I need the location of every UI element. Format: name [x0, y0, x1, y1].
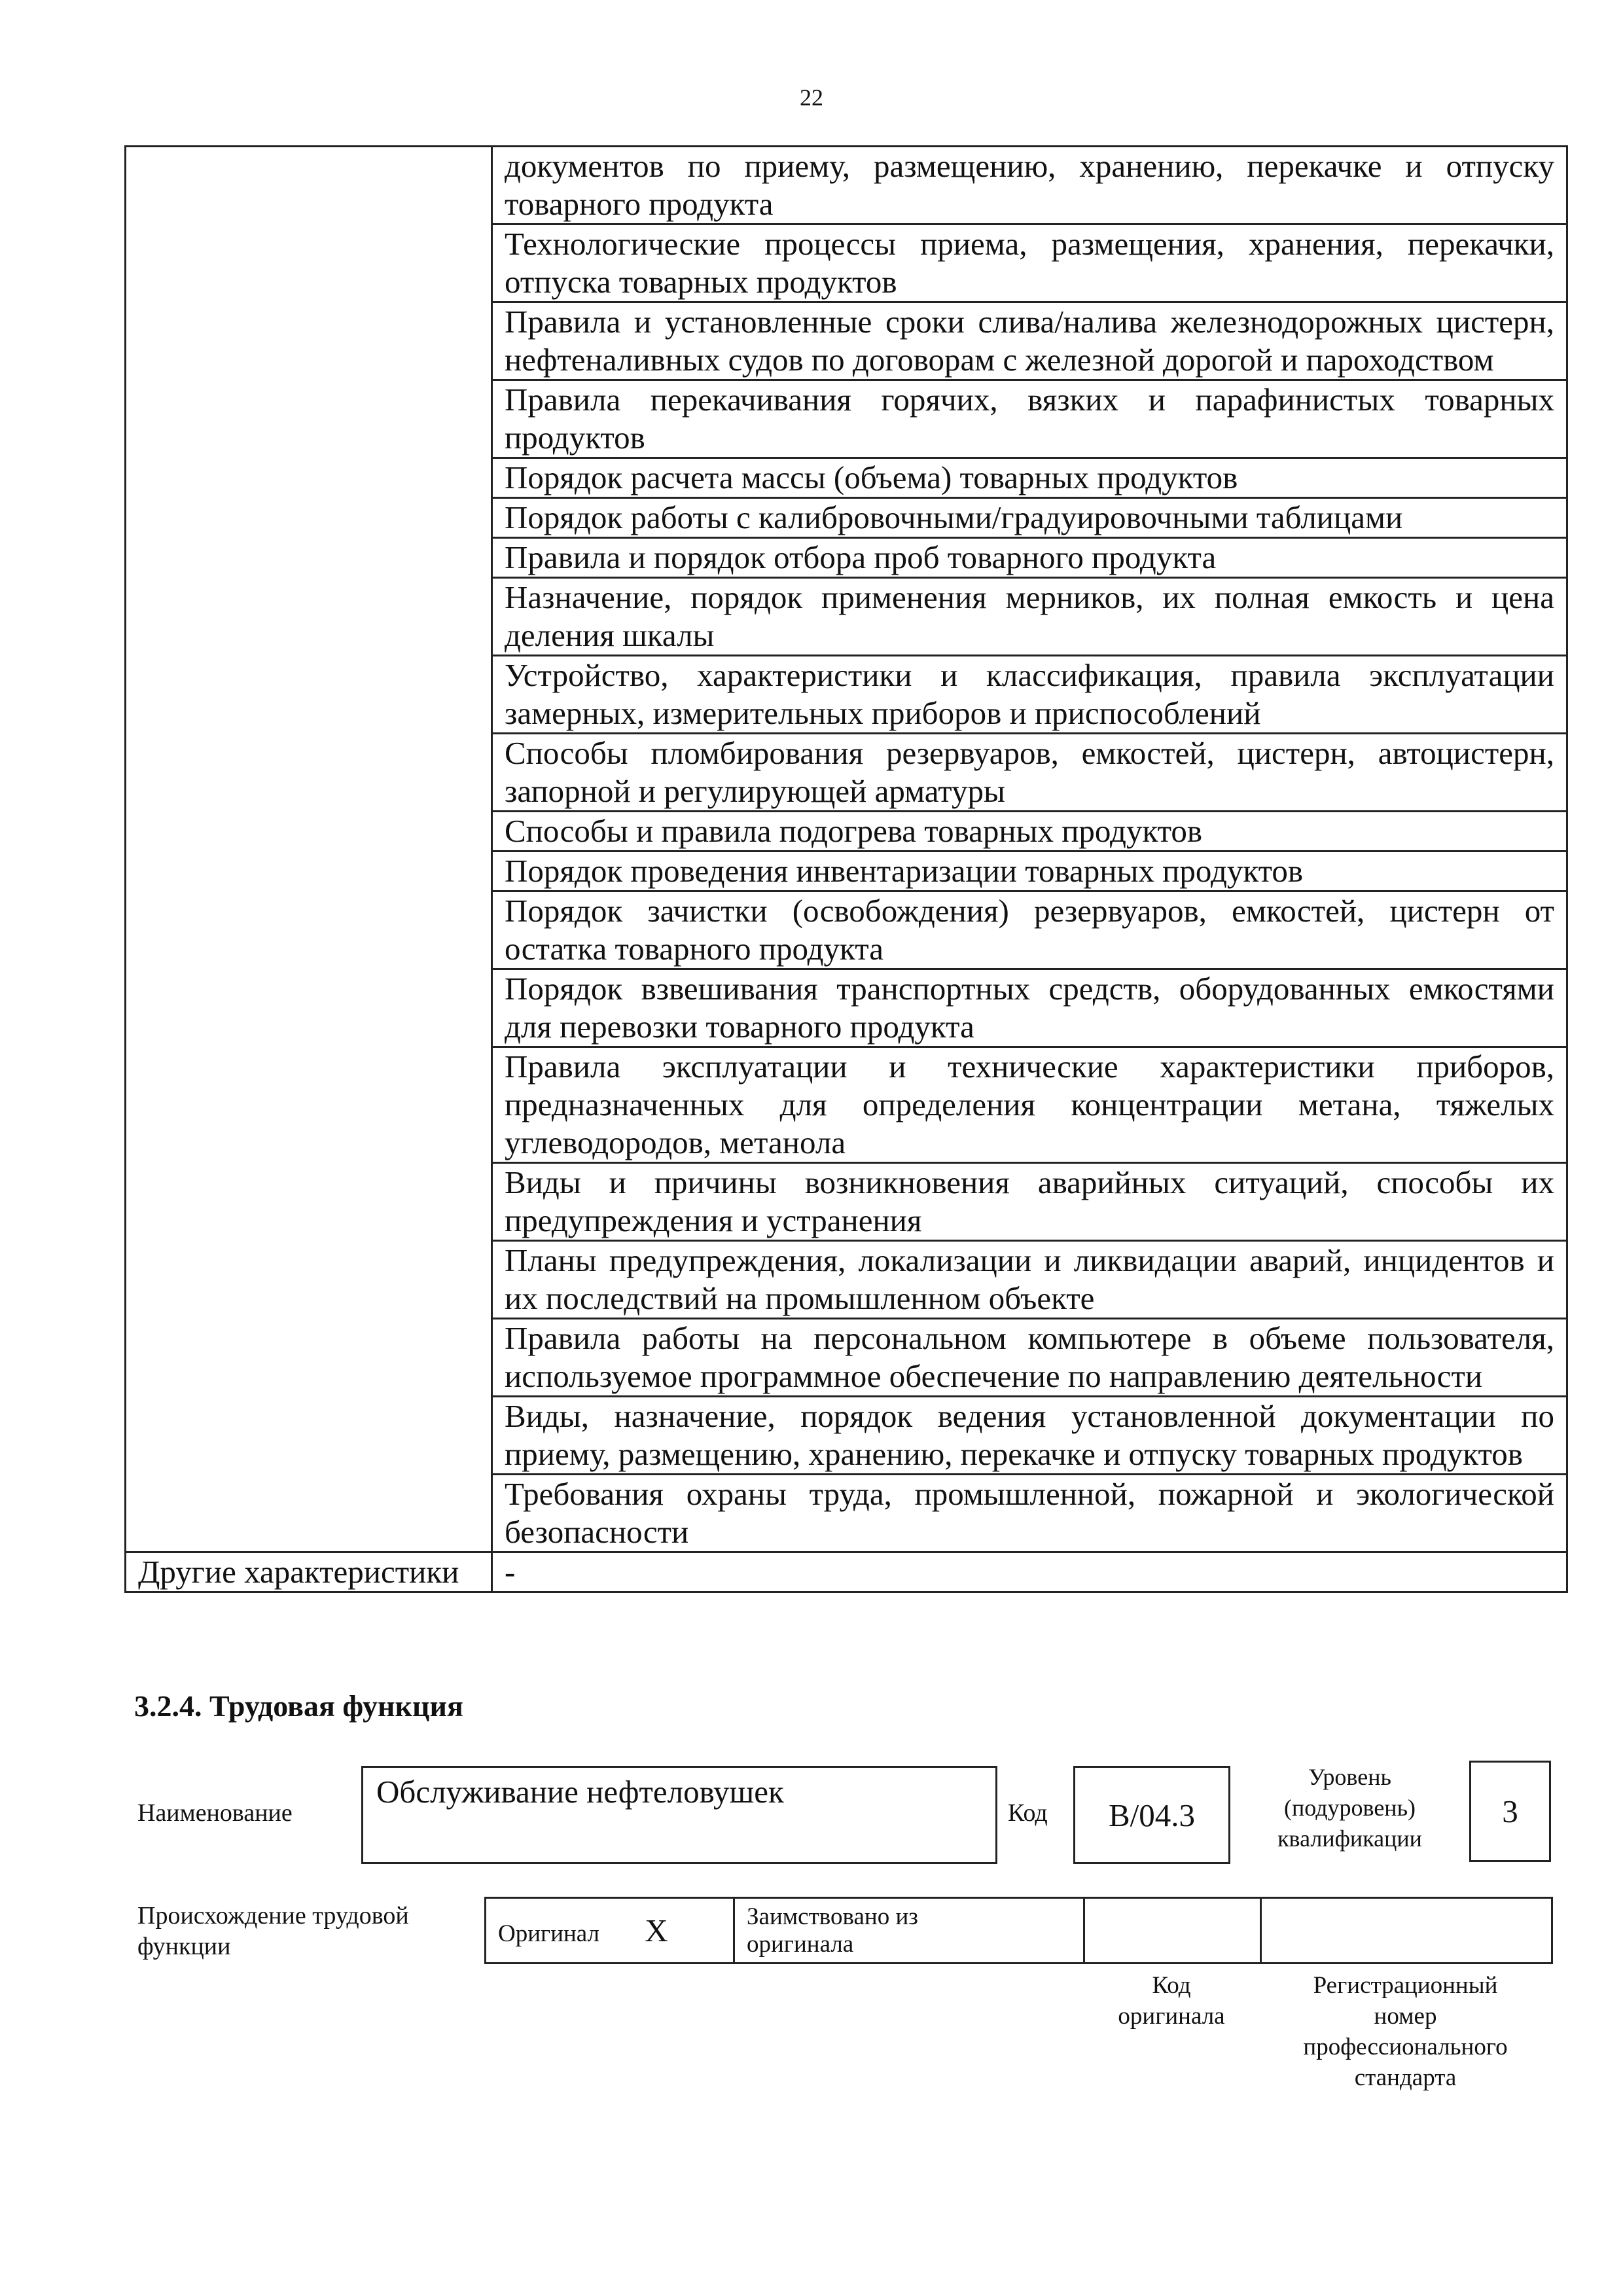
function-code-box: [1073, 1766, 1230, 1864]
borrowed-label-line-1: Заимствовано из: [747, 1903, 918, 1930]
knowledge-item: Способы пломбирования резервуаров, емкостей, цистерн, автоцистерн, запорной и регулирующей арматуры: [492, 734, 1567, 812]
knowledge-item: Правила эксплуатации и технические характеристики приборов, предназначенных для определения концентрации метана, тяжелых углеводородов, метанола: [492, 1047, 1567, 1163]
section-title: 3.2.4. Трудовая функция: [134, 1689, 463, 1723]
original-mark: X: [645, 1912, 668, 1948]
level-label-line-1: Уровень: [1308, 1764, 1391, 1790]
registration-number-caption: [1260, 1970, 1551, 2093]
knowledge-item: Виды, назначение, порядок ведения установленной документации по приему, размещению, хранению, перекачке и отпуску товарных продуктов: [492, 1397, 1567, 1475]
origin-table: [484, 1897, 1553, 1964]
original-code-caption: [1083, 1970, 1260, 2032]
knowledge-item: документов по приему, размещению, хранению, перекачке и отпуску товарного продукта: [492, 147, 1567, 224]
reg-caption-line-1: Регистрационный: [1313, 1972, 1498, 1999]
knowledge-item: Устройство, характеристики и классификация, правила эксплуатации замерных, измерительных приборов и приспособлений: [492, 656, 1567, 734]
reg-caption-line-4: стандарта: [1354, 2064, 1457, 2091]
knowledge-table-body: [126, 147, 1567, 1592]
other-characteristics-row: [126, 1552, 1567, 1592]
function-name-box: [361, 1766, 997, 1864]
knowledge-table: [124, 145, 1568, 1593]
other-characteristics-value: -: [492, 1552, 1567, 1592]
knowledge-item: Порядок работы с калибровочными/градуировочными таблицами: [492, 498, 1567, 538]
reg-caption-line-3: профессионального: [1303, 2034, 1508, 2060]
origin-borrowed-cell: [734, 1898, 1084, 1964]
original-label: Оригинал: [498, 1920, 600, 1947]
knowledge-item: Порядок взвешивания транспортных средств, оборудованных емкостями для перевозки товарного продукта: [492, 969, 1567, 1047]
qualification-level-value: 3: [1502, 1793, 1518, 1829]
knowledge-item: Назначение, порядок применения мерников, их полная емкость и цена деления шкалы: [492, 578, 1567, 656]
function-name-value: Обслуживание нефтеловушек: [376, 1774, 784, 1810]
level-label-line-2: (подуровень): [1284, 1795, 1416, 1821]
origin-label-line-2: функции: [137, 1933, 231, 1960]
origin-reg-number-cell: [1261, 1898, 1552, 1964]
knowledge-item: Порядок расчета массы (объема) товарных продуктов: [492, 458, 1567, 498]
knowledge-item: Требования охраны труда, промышленной, пожарной и экологической безопасности: [492, 1475, 1567, 1552]
level-label-line-3: квалификации: [1277, 1825, 1422, 1852]
qualification-level-box: [1469, 1761, 1551, 1862]
reg-caption-line-2: номер: [1374, 2003, 1437, 2030]
knowledge-item: Правила работы на персональном компьютере в объеме пользователя, используемое программное обеспечение по направлению деятельности: [492, 1319, 1567, 1397]
origin-label: [137, 1901, 409, 1962]
other-characteristics-label: Другие характеристики: [126, 1552, 492, 1592]
knowledge-item: Правила и установленные сроки слива/налива железнодорожных цистерн, нефтеналивных судов по договорам с железной дорогой и пароходством: [492, 302, 1567, 380]
knowledge-item: Технологические процессы приема, размещения, хранения, перекачки, отпуска товарных продуктов: [492, 224, 1567, 302]
code-caption-line-2: оригинала: [1118, 2003, 1225, 2030]
borrowed-label-line-2: оригинала: [747, 1930, 854, 1958]
knowledge-item: Порядок проведения инвентаризации товарных продуктов: [492, 852, 1567, 891]
function-code-value: В/04.3: [1108, 1797, 1196, 1833]
knowledge-item: Способы и правила подогрева товарных продуктов: [492, 812, 1567, 852]
page-number: 22: [800, 84, 823, 111]
table-row: [126, 147, 1567, 224]
code-caption-line-1: Код: [1152, 1972, 1191, 1999]
origin-row: [486, 1898, 1552, 1964]
function-name-label: Наименование: [137, 1799, 293, 1827]
knowledge-item: Правила перекачивания горячих, вязких и парафинистых товарных продуктов: [492, 380, 1567, 458]
function-code-label: Код: [1008, 1799, 1048, 1827]
origin-code-cell: [1084, 1898, 1261, 1964]
origin-original-cell: [486, 1898, 734, 1964]
knowledge-item: Порядок зачистки (освобождения) резервуаров, емкостей, цистерн от остатка товарного продукта: [492, 891, 1567, 969]
qualification-level-label: [1230, 1762, 1469, 1854]
origin-label-line-1: Происхождение трудовой: [137, 1902, 409, 1929]
knowledge-item: Планы предупреждения, локализации и ликвидации аварий, инцидентов и их последствий на промышленном объекте: [492, 1241, 1567, 1319]
knowledge-item: Виды и причины возникновения аварийных ситуаций, способы их предупреждения и устранения: [492, 1163, 1567, 1241]
knowledge-item: Правила и порядок отбора проб товарного продукта: [492, 538, 1567, 578]
knowledge-label-cell: [126, 147, 492, 1552]
